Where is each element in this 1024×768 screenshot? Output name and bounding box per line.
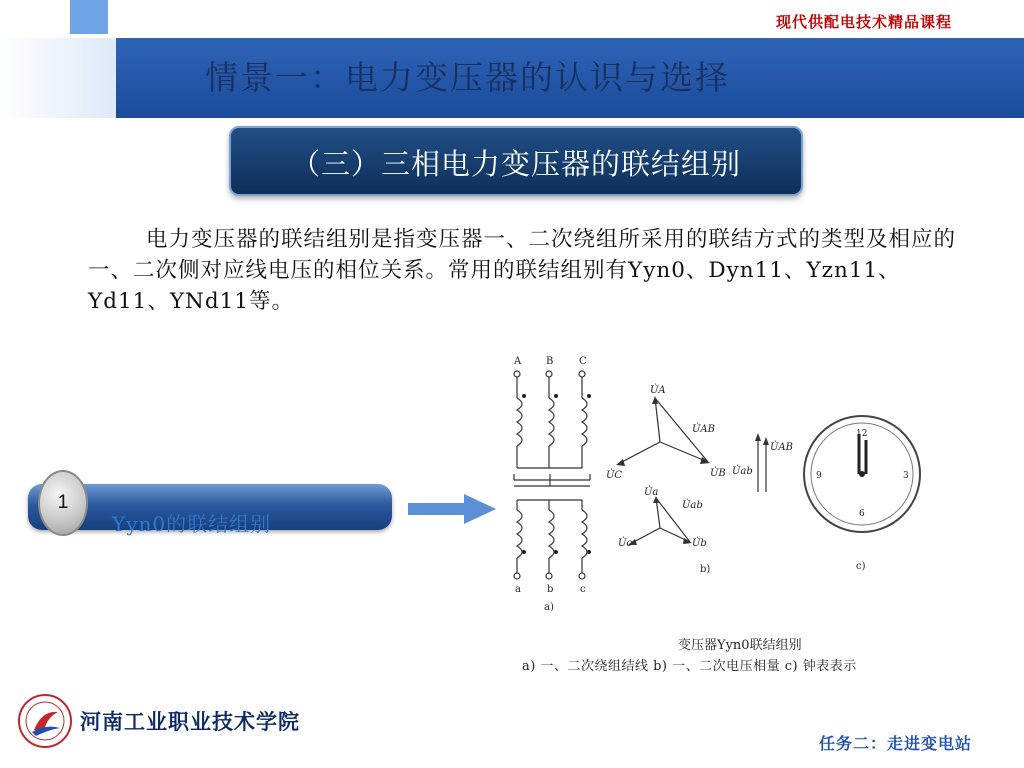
phasor-UAB: U̇AB: [692, 424, 715, 435]
body-paragraph: [88, 224, 973, 317]
clock-9: 9: [816, 471, 822, 481]
section-title: （三）三相电力变压器的联结组别: [290, 147, 741, 181]
school-logo-icon: [16, 692, 74, 750]
clock-phasor-Uab: U̇ab: [732, 466, 753, 477]
terminal-b: b: [547, 584, 554, 595]
phasor-UA: U̇A: [650, 385, 666, 396]
transformer-diagram: [500, 340, 960, 630]
decor-square: [70, 0, 108, 34]
task-label: 任务二：走进变电站: [818, 734, 972, 753]
phasor-UC: U̇C: [606, 470, 623, 481]
clock-phasor-UAB: U̇AB: [770, 442, 793, 453]
sub-label-c: c): [856, 561, 866, 572]
terminal-a: a: [515, 584, 521, 595]
terminal-C: C: [579, 356, 587, 367]
phasor-Uc: U̇c: [618, 538, 633, 549]
item-number: 1: [57, 492, 69, 513]
section-title-box: [229, 126, 803, 196]
clock-12: 12: [856, 429, 868, 439]
clock-3: 3: [903, 471, 909, 481]
page-title: 情景一：电力变压器的认识与选择: [205, 58, 730, 97]
figure-caption-detail: a) 一、二次绕组结线 b) 一、二次电压相量 c) 钟表表示: [522, 659, 857, 674]
item-number-badge: [38, 470, 88, 536]
sub-label-b: b): [700, 564, 711, 575]
right-arrow-icon: [408, 492, 498, 526]
phasor-Uab: U̇ab: [682, 500, 703, 511]
sub-label-a: a): [544, 602, 554, 613]
course-label: 现代供配电技术精品课程: [775, 13, 952, 31]
phasor-UB: U̇B: [710, 468, 726, 479]
phasor-Ua: U̇a: [644, 487, 659, 498]
terminal-A: A: [514, 356, 522, 367]
figure-caption-title: 变压器Yyn0联结组别: [678, 638, 802, 653]
terminal-B: B: [546, 356, 554, 367]
header-fade: [0, 38, 124, 118]
clock-6: 6: [859, 509, 865, 519]
school-name: 河南工业职业技术学院: [80, 709, 300, 734]
item-label: Yyn0的联结组别: [112, 512, 272, 536]
terminal-c: c: [580, 584, 586, 595]
body-text: 电力变压器的联结组别是指变压器一、二次绕组所采用的联结方式的类型及相应的一、二次侧对应线电压的相位关系。常用的联结组别有Yyn0、Dyn11、Yzn11、Yd11、YNd11等。: [88, 227, 957, 314]
phasor-Ub: U̇b: [692, 538, 707, 549]
